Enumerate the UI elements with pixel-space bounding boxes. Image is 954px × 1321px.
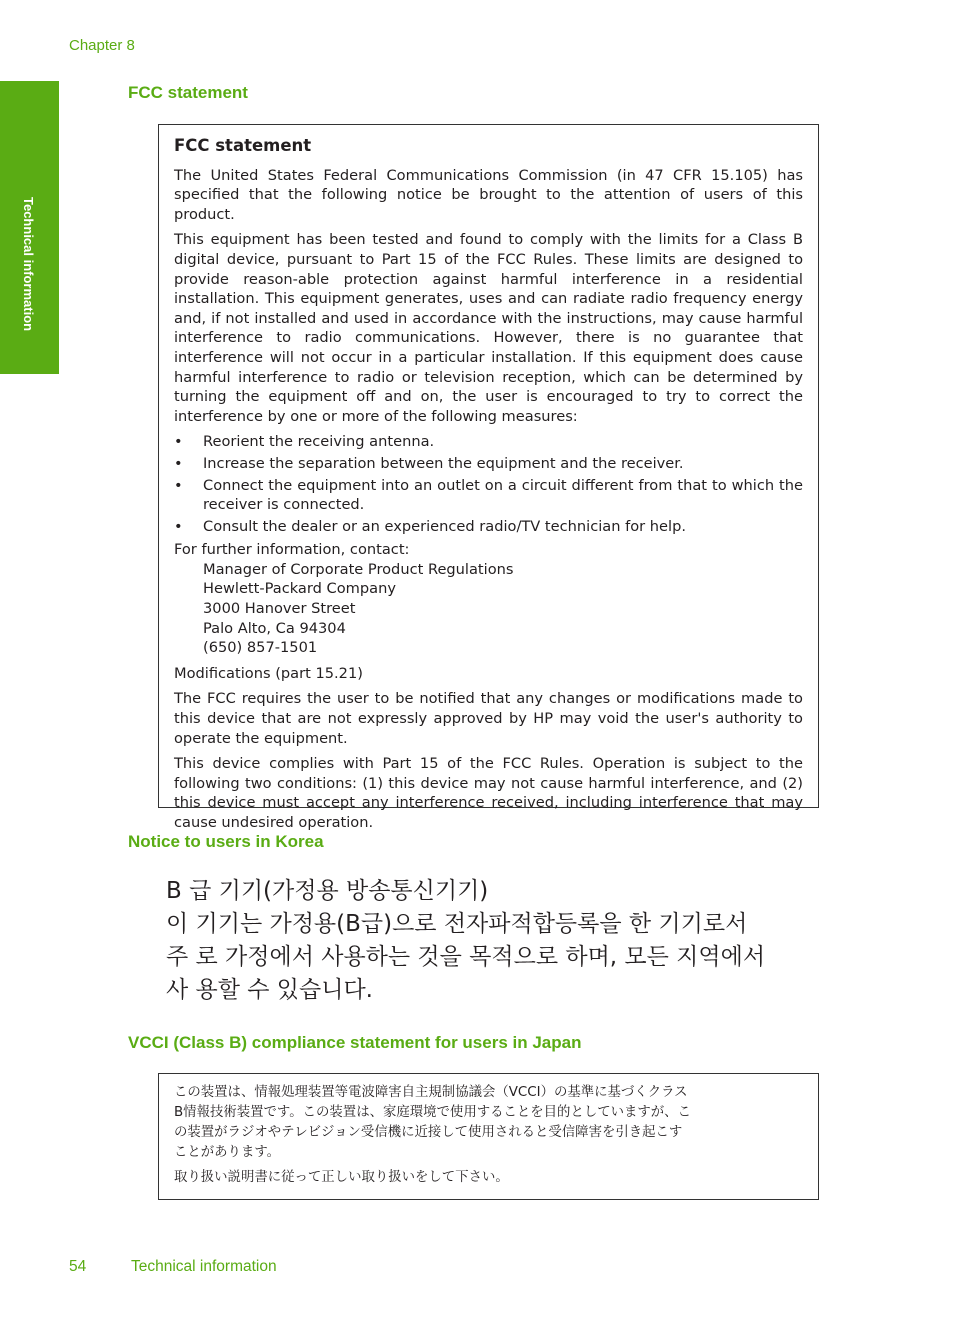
list-item: • Consult the dealer or an experienced radio/TV technician for help.: [174, 517, 686, 535]
list-item: • Reorient the receiving antenna.: [174, 433, 435, 451]
korea-line: 사 용할 수 있습니다.: [166, 977, 373, 1003]
chapter-label: Chapter 8: [69, 37, 135, 54]
list-item: • Connect the equipment into an outlet on a circuit different from that to which the receiver is connected.: [174, 476, 803, 514]
korea-line: 주 로 가정에서 사용하는 것을 목적으로 하며, 모든 지역에서: [166, 944, 766, 970]
side-tab-label: Technical information: [21, 197, 36, 332]
vcci-paragraph-2: 取り扱い説明書に従って正しい取り扱いをして下さい。: [174, 1170, 509, 1185]
fcc-paragraph-3: The FCC requires the user to be notified that any changes or modifications made to this device that are not expressly approved by HP may void the user's authority to operate the equipment.: [174, 690, 803, 747]
address-line: Hewlett-Packard Company: [203, 580, 396, 598]
address-line: 3000 Hanover Street: [203, 600, 356, 618]
address-line: (650) 857-1501: [203, 639, 318, 657]
fcc-paragraph-4: This device complies with Part 15 of the FCC Rules. Operation is subject to the following two conditions: (1) this device may not cause harmful interference, and (2) this device must accept any interference received, including interference that may cause undesired operation.: [174, 755, 803, 831]
fcc-heading: FCC statement: [128, 83, 248, 102]
vcci-paragraph-1: [174, 1083, 803, 1163]
contact-address: [174, 560, 803, 658]
fcc-box-title: FCC statement: [174, 136, 312, 155]
korea-notice: [166, 875, 816, 1007]
vcci-line: この装置は、情報処理装置等電波障害自主規制協議会（VCCI）の基準に基づくクラス: [174, 1085, 688, 1100]
contact-intro: For further information, contact:: [174, 541, 410, 559]
footer-section-label: Technical information: [131, 1258, 277, 1275]
korea-line: B 급 기기(가정용 방송통신기기): [166, 878, 489, 904]
address-line: Manager of Corporate Product Regulations: [203, 560, 514, 578]
list-item: • Increase the separation between the equipment and the receiver.: [174, 454, 684, 472]
korea-heading: Notice to users in Korea: [128, 832, 324, 851]
fcc-measures-list: [174, 432, 803, 536]
vcci-line: ことがあります。: [174, 1145, 281, 1160]
page-number: 54: [69, 1258, 87, 1275]
vcci-line: B情報技術装置です。この装置は、家庭環境で使用することを目的としていますが、こ: [174, 1105, 691, 1120]
vcci-statement-box: [158, 1073, 819, 1200]
vcci-line: の装置がラジオやテレビジョン受信機に近接して使用されると受信障害を引き起こす: [174, 1125, 683, 1140]
japan-heading: VCCI (Class B) compliance statement for users in Japan: [128, 1033, 582, 1052]
fcc-paragraph-2: This equipment has been tested and found to comply with the limits for a Class B digital device, pursuant to Part 15 of the FCC Rules. These limits are designed to provide reason-able protection against harmful interference in a residential installation. This equipment generates, uses and can radiate radio frequency energy and, if not installed and used in accordance with the instructions, may cause harmful interference to radio communications. However, there is no guarantee that interference will not occur in a particular installation. If this equipment does cause harmful interference to radio or television reception, which can be determined by turning the equipment off and on, the user is encouraged to try to correct the interference by one or more of the following measures:: [174, 231, 803, 425]
fcc-statement-box: [158, 124, 819, 831]
korea-line: 이 기기는 가정용(B급)으로 전자파적합등록을 한 기기로서: [166, 911, 748, 937]
address-line: Palo Alto, Ca 94304: [203, 619, 346, 637]
fcc-paragraph-1: The United States Federal Communications Commission (in 47 CFR 15.105) has specified that the following notice be brought to the attention of users of this product.: [174, 166, 803, 223]
side-tab: [0, 81, 59, 374]
modifications-heading: Modifications (part 15.21): [174, 664, 363, 682]
